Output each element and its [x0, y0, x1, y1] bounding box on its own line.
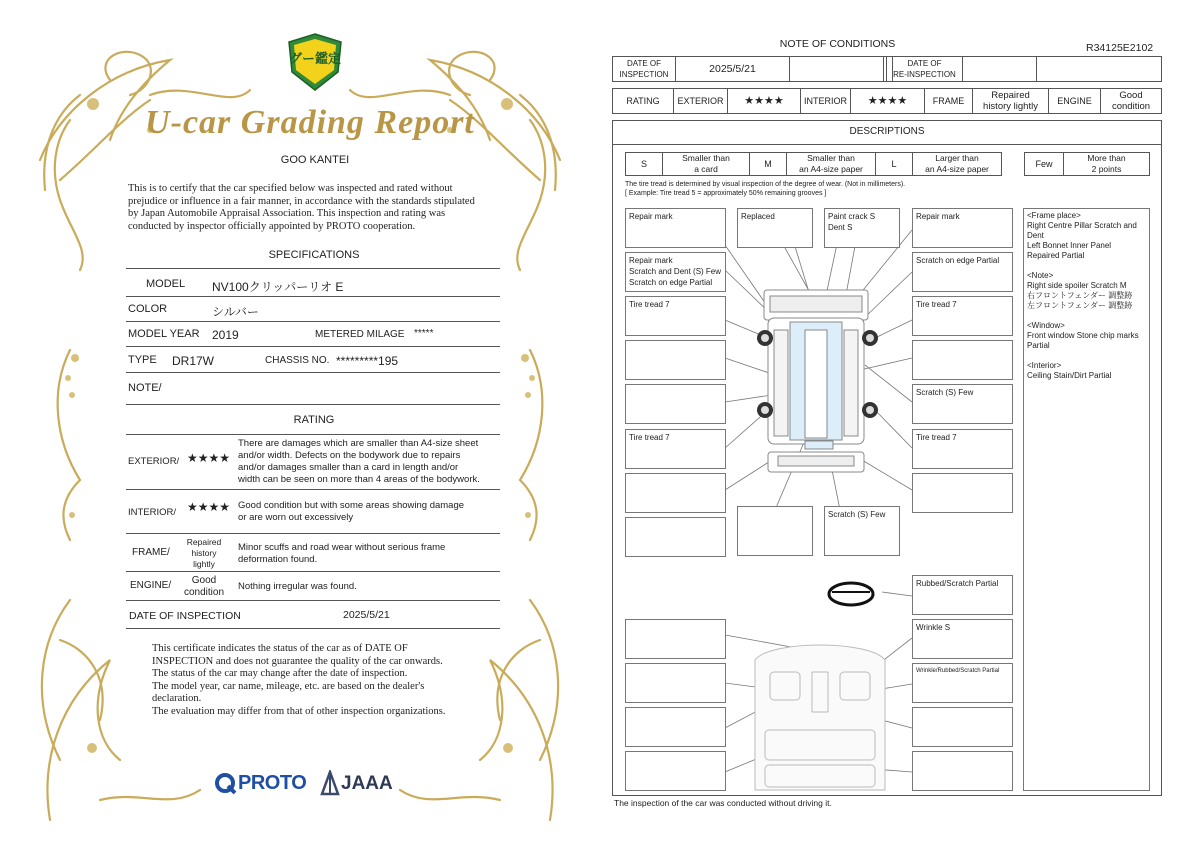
date-reinspection-label: DATE OF RE-INSPECTION	[886, 56, 963, 82]
legend-desc-few: More than 2 points	[1063, 152, 1150, 176]
box-right-7	[912, 473, 1013, 513]
footer-note: The inspection of the car was conducted without driving it.	[614, 798, 832, 808]
engine-label: ENGINE/	[130, 580, 172, 591]
tread-note: The tire tread is determined by visual inspection of the degree of wear. (Not in millimeters). [ Example: Tire tread 5 = approximately 50% remaining grooves ]	[625, 181, 906, 197]
noc-interior-label: INTERIOR	[800, 88, 851, 114]
legend-desc-s: Smaller than a card	[662, 152, 750, 176]
box-int-right-4	[912, 707, 1013, 747]
exterior-label: EXTERIOR/	[128, 456, 180, 467]
box-left-1: Repair mark	[625, 208, 726, 248]
box-int-right-5	[912, 751, 1013, 791]
box-right-4	[912, 340, 1013, 380]
interior-label: INTERIOR/	[128, 507, 177, 518]
side-notes-panel: <Frame place> Right Centre Pillar Scratch and Dent Left Bonnet Inner Panel Repaired Partial <Note> Right side spoiler Scratch M 右フロントフェンダー 調整跡 左フロントフェンダー 調整跡 <Window> Front window Stone chip marks Partial <Interior> Ceiling Stain/Dirt Partial	[1023, 208, 1150, 791]
mileage-value: *****	[414, 328, 434, 339]
box-int-right-3: Wrinkle/Rubbed/Scratch Partial	[912, 663, 1013, 703]
badge-text: グー鑑定	[288, 51, 341, 66]
steering-wheel-icon	[829, 583, 873, 605]
intro-text: This is to certify that the car specified below was inspected and rated without prejudice or influence in a fair manner, in accordance with the standards stipulated by Japan Automobile Appraisal Association. This inspection and rating was conducted by inspector officially appointed by PROTO cooperation.	[128, 183, 475, 232]
frame-value: Repaired history lightly	[186, 537, 222, 569]
box-int-left-3	[625, 707, 726, 747]
model-value: NV100クリッパーリオ E	[212, 280, 344, 294]
box-right-6: Tire tread 7	[912, 429, 1013, 469]
noc-exterior-stars: ★★★★	[727, 88, 801, 114]
exterior-stars: ★★★★	[187, 451, 231, 465]
proto-logo-icon	[214, 771, 238, 795]
date-of-inspection-value: 2025/5/21	[343, 609, 390, 621]
legend-key-s: S	[625, 152, 663, 176]
mileage-label: METERED MILAGE	[315, 329, 405, 340]
rating-label: RATING	[612, 88, 674, 114]
rating-heading: RATING	[293, 414, 335, 426]
jaaa-logo-icon	[320, 770, 340, 796]
noc-frame-label: FRAME	[924, 88, 973, 114]
box-left-6: Tire tread 7	[625, 429, 726, 469]
date-of-inspection-label: DATE OF INSPECTION	[129, 610, 241, 622]
box-int-right-1: Rubbed/Scratch Partial	[912, 575, 1013, 615]
report-title: U-car Grading Report	[145, 104, 475, 141]
chassis-label: CHASSIS NO.	[265, 355, 330, 366]
box-right-1: Repair mark	[912, 208, 1013, 248]
engine-description: Nothing irregular was found.	[238, 581, 357, 592]
noc-engine-value: Good condition	[1100, 88, 1162, 114]
legend-key-few: Few	[1024, 152, 1064, 176]
date-inspection-label: DATE OF INSPECTION	[612, 56, 676, 82]
box-right-3: Tire tread 7	[912, 296, 1013, 336]
specs-heading: SPECIFICATIONS	[268, 249, 360, 261]
box-left-8	[625, 517, 726, 557]
legend-desc-l: Larger than an A4-size paper	[912, 152, 1002, 176]
box-top-1: Replaced	[737, 208, 813, 248]
box-bottom-1	[737, 506, 813, 556]
model-year-label: MODEL YEAR	[128, 328, 200, 340]
box-int-left-4	[625, 751, 726, 791]
box-int-left-1	[625, 619, 726, 659]
proto-logo-text: PROTO	[238, 772, 307, 794]
box-left-3: Tire tread 7	[625, 296, 726, 336]
frame-description: Minor scuffs and road wear without serious frame deformation found.	[238, 542, 446, 565]
car-interior-view	[755, 645, 885, 790]
note-label: NOTE/	[128, 382, 162, 394]
date-inspection-value: 2025/5/21	[675, 56, 790, 82]
interior-description: Good condition but with some areas showing damage or are worn out excessively	[238, 500, 465, 523]
noc-exterior-label: EXTERIOR	[673, 88, 728, 114]
color-label: COLOR	[128, 303, 168, 315]
car-top-view	[764, 290, 868, 472]
box-left-5	[625, 384, 726, 424]
type-value: DR17W	[172, 354, 215, 368]
disclaimer-text: This certificate indicates the status of the car as of DATE OF INSPECTION and does not guarantee the quality of the car onwards. The status of the car may change after the date of inspection. The model year, car name, mileage, etc. are based on the dealer's declaration. The evaluation may differ from that of other inspection organizations.	[152, 643, 446, 717]
color-value: シルバー	[212, 305, 259, 319]
type-label: TYPE	[128, 354, 157, 366]
interior-stars: ★★★★	[187, 500, 231, 514]
noc-interior-stars: ★★★★	[850, 88, 925, 114]
box-left-2: Repair mark Scratch and Dent (S) Few Scratch on edge Partial	[625, 252, 726, 292]
model-year-value: 2019	[212, 328, 239, 342]
box-int-left-2	[625, 663, 726, 703]
box-left-7	[625, 473, 726, 513]
jaaa-logo-text: JAAA	[341, 773, 393, 794]
box-int-right-2: Wrinkle S	[912, 619, 1013, 659]
frame-label: FRAME/	[132, 547, 170, 558]
chassis-value: *********195	[336, 354, 399, 368]
legend-key-l: L	[875, 152, 913, 176]
descriptions-heading: DESCRIPTIONS	[849, 126, 925, 137]
reference-number: R34125E2102	[1086, 42, 1154, 54]
box-bottom-2: Scratch (S) Few	[824, 506, 900, 556]
box-right-2: Scratch on edge Partial	[912, 252, 1013, 292]
exterior-description: There are damages which are smaller than A4-size sheet and/or width. Defects on the bodywork due to repairs and/or damages smaller than a card in length and/or width can be seen on more than 4 areas of the bodywork.	[238, 438, 480, 485]
box-top-2: Paint crack S Dent S	[824, 208, 900, 248]
box-right-5: Scratch (S) Few	[912, 384, 1013, 424]
noc-engine-label: ENGINE	[1048, 88, 1101, 114]
engine-value: Good condition	[183, 575, 225, 598]
legend-desc-m: Smaller than an A4-size paper	[786, 152, 876, 176]
box-left-4	[625, 340, 726, 380]
legend-key-m: M	[749, 152, 787, 176]
note-of-conditions	[600, 0, 1200, 848]
report-subtitle: GOO KANTEI	[280, 154, 350, 166]
noc-frame-value: Repaired history lightly	[972, 88, 1049, 114]
model-label: MODEL	[146, 278, 186, 290]
noc-title: NOTE OF CONDITIONS	[779, 38, 896, 50]
